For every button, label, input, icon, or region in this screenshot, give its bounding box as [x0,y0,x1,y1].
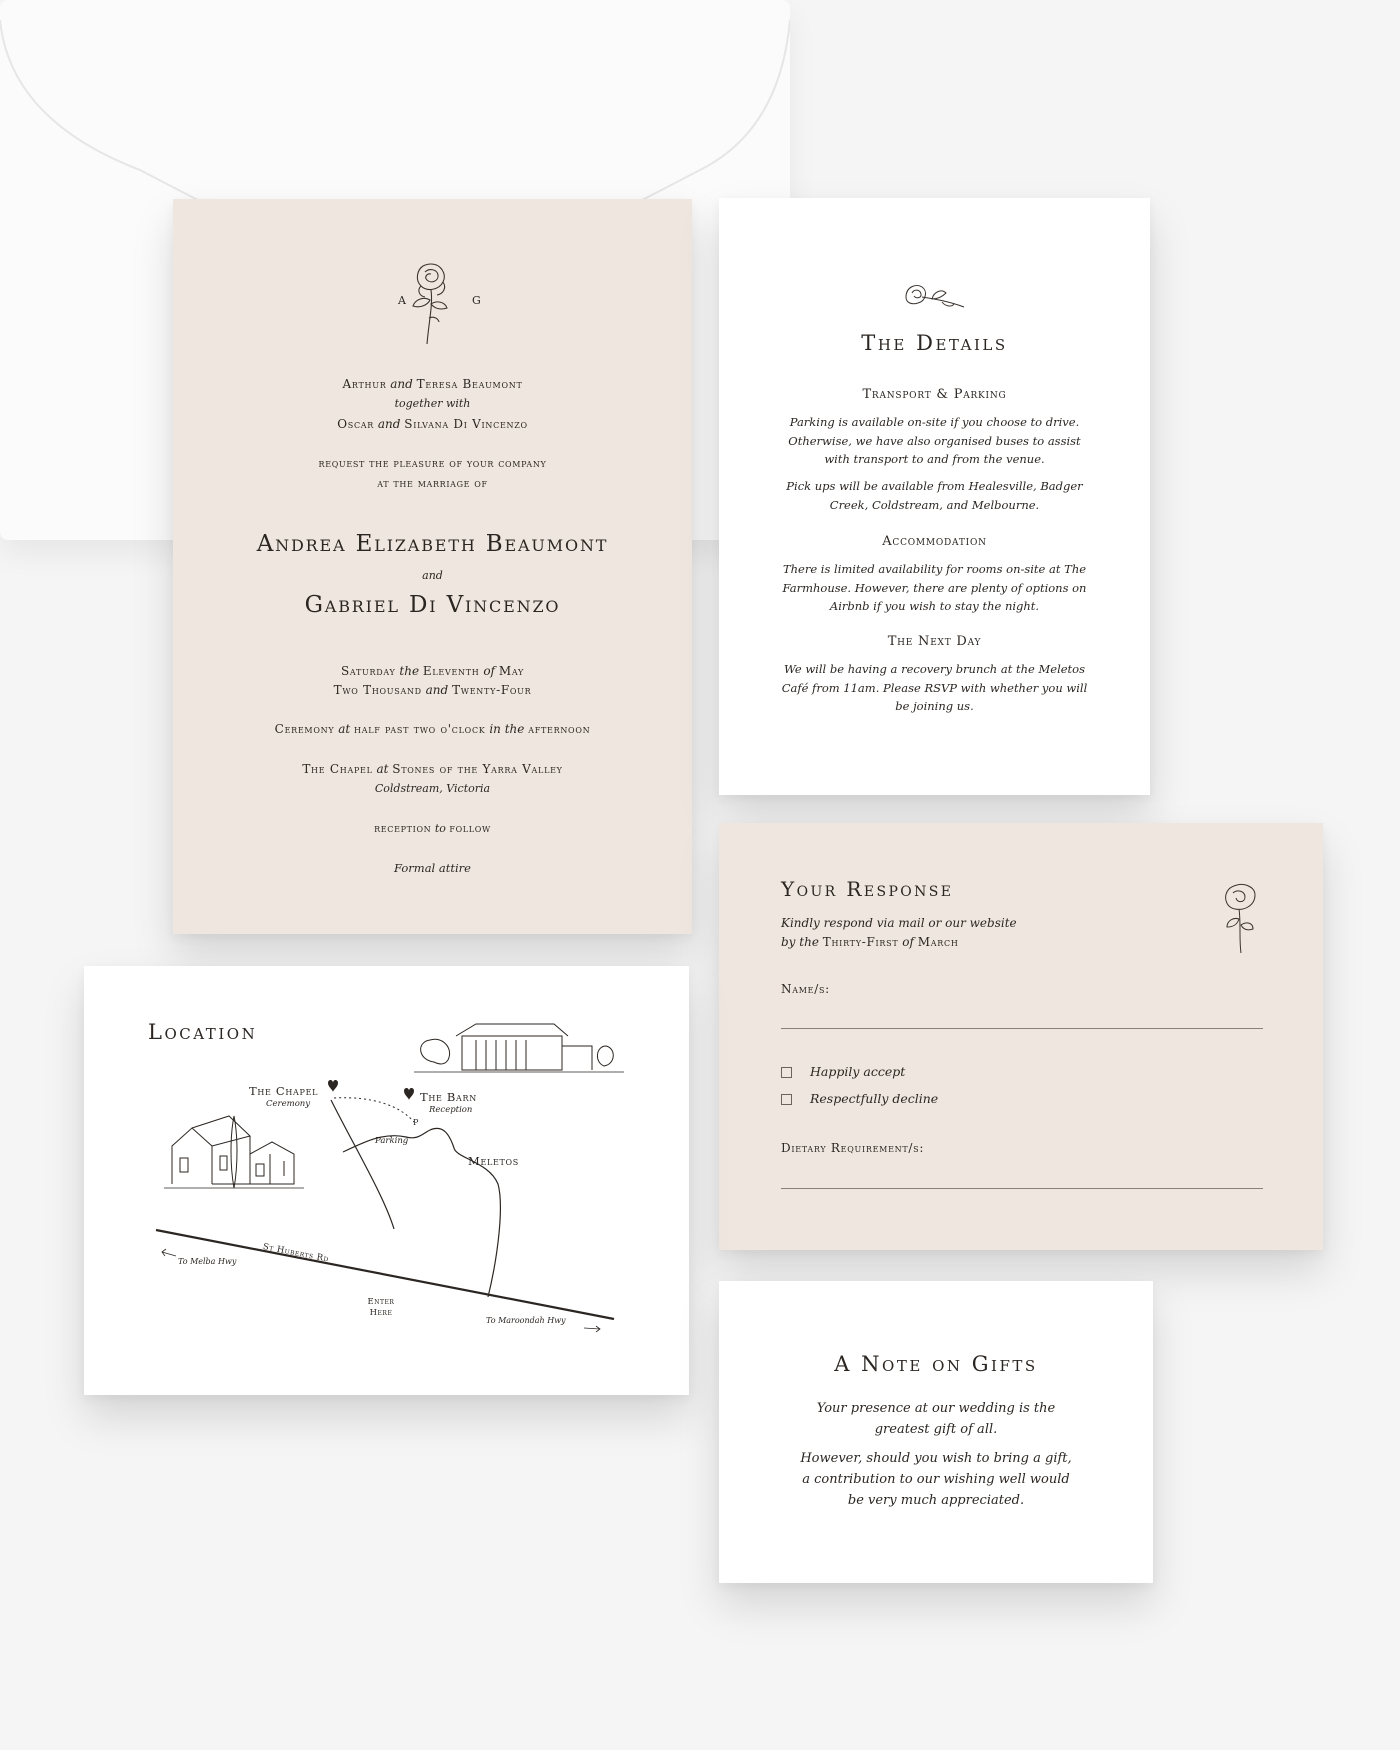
maroondah-label: To Maroondah Hwy [486,1316,566,1325]
date-part: Eleventh [422,664,480,678]
parent-name: Teresa Beaumont [416,377,523,391]
conjunction: to [434,822,446,835]
parent-name: Silvana Di Vincenzo [404,417,528,431]
enter-here-label [361,1297,401,1319]
decline-checkbox[interactable] [781,1094,792,1105]
gifts-line-1: Your presence at our wedding is the [816,1401,1056,1416]
parent-name: Arthur [342,377,387,391]
arrow-melba [162,1249,176,1256]
location-map [84,966,689,1395]
nextday-text: We will be having a recovery brunch at the Meletos Café from 11am. Please RSVP with whether you will be joining us. [781,662,1088,713]
melba-label: To Melba Hwy [178,1257,237,1266]
conjunction: at [338,722,351,736]
parents-line-2 [173,417,692,431]
date-part: Saturday [340,664,396,678]
venue-part: The Chapel [302,762,373,776]
chapel-label: The Chapel [249,1084,319,1098]
conjunction: at [376,762,389,776]
reception-part: follow [449,822,491,835]
gifts-line-3: However, should you wish to bring a gift, [800,1451,1072,1466]
barn-sublabel: Reception [429,1105,473,1115]
monogram-left: A [398,294,407,307]
gifts-card [719,1281,1153,1583]
year-line [173,683,692,697]
barn-label: The Barn [420,1090,477,1104]
monogram-right: G [472,294,482,307]
groom-name: Gabriel Di Vincenzo [304,592,561,618]
transport-text-1: Parking is available on-site if you choose to drive. Otherwise, we have also organised buses to assist with transport to and from the venue. [788,415,1081,466]
dietary-input-line[interactable] [781,1188,1263,1189]
location-card [84,966,689,1395]
parent-name: Oscar [337,417,375,431]
ceremony-part: Ceremony [274,722,335,736]
road-label: St Huberts Rd [262,1242,330,1265]
date-part: May [498,664,524,678]
chapel-sketch [164,1116,304,1188]
rose-icon [1219,883,1263,955]
walk-path [334,1098,414,1122]
reception-line [173,822,692,835]
response-card [719,823,1323,1250]
details-title: The Details [861,331,1008,355]
accommodation-heading: Accommodation [882,534,987,549]
location-title: Location [148,1020,258,1044]
conjunction: and [390,377,413,391]
ceremony-part: afternoon [528,722,591,736]
transport-heading: Transport & Parking [862,387,1007,402]
invitation-card [173,199,692,934]
nextday-heading: The Next Day [887,634,982,649]
accommodation-text: There is limited availability for rooms on-site at The Farmhouse. However, there are plenty of options on Airbnb if you wish to stay the night. [782,562,1087,613]
arrow-maroondah [584,1326,600,1332]
barn-sketch [414,1024,624,1072]
reception-part: reception [374,822,432,835]
request-line-2: at the marriage of [377,477,488,490]
transport-text-2: Pick ups will be available from Healesville, Badger Creek, Coldstream, and Melbourne. [786,479,1083,512]
gifts-title: A Note on Gifts [834,1352,1038,1376]
names-input-line[interactable] [781,1028,1263,1029]
here-line: Here [369,1308,393,1318]
gifts-line-2: greatest gift of all. [874,1422,998,1437]
response-title: Your Response [781,877,954,901]
response-instruction: Kindly respond via mail or our website [781,916,1017,930]
ceremony-part: half past two o'clock [354,722,486,736]
chapel-sublabel: Ceremony [266,1099,311,1109]
parents-line-1 [173,377,692,391]
venue-part: Stones of the Yarra Valley [392,762,563,776]
together-with: together with [394,397,471,410]
dietary-label: Dietary Requirement/s: [781,1141,925,1155]
deadline-part: Thirty-First [822,935,899,949]
conjunction: and [377,417,401,431]
venue-place: Coldstream, Victoria [374,782,491,795]
chapel-road [331,1100,394,1229]
request-line-1: request the pleasure of your company [318,457,547,470]
ceremony-line [173,722,692,736]
meletos-label: Meletos [468,1154,519,1168]
parking-marker: P [413,1118,419,1127]
names-label: Name/s: [781,982,830,996]
enter-line: Enter [367,1297,395,1307]
conjunction: of [483,664,495,678]
year-part: Twenty-Four [452,683,532,697]
parking-label: Parking [375,1136,409,1146]
details-card [719,198,1150,795]
accept-label: Happily accept [810,1064,906,1079]
decline-label: Respectfully decline [810,1091,939,1106]
bride-name: Andrea Elizabeth Beaumont [256,531,609,557]
conjunction: in the [489,722,525,736]
gifts-line-4: a contribution to our wishing well would [802,1472,1070,1487]
barn-heart-icon [404,1088,414,1100]
gifts-line-5: be very much appreciated. [847,1493,1025,1508]
response-deadline [781,935,959,949]
and-word: and [422,569,443,582]
conjunction: the [399,664,420,678]
deadline-part: of [902,935,914,949]
rose-icon [405,260,459,346]
attire: Formal attire [394,861,471,875]
date-line [173,664,692,678]
year-part: Two Thousand [333,683,422,697]
chapel-heart-icon [328,1080,338,1092]
rose-icon [902,279,968,311]
venue-line [173,762,692,776]
deadline-part: by the [781,935,819,949]
deadline-part: March [917,935,959,949]
accept-checkbox[interactable] [781,1067,792,1078]
conjunction: and [425,683,449,697]
